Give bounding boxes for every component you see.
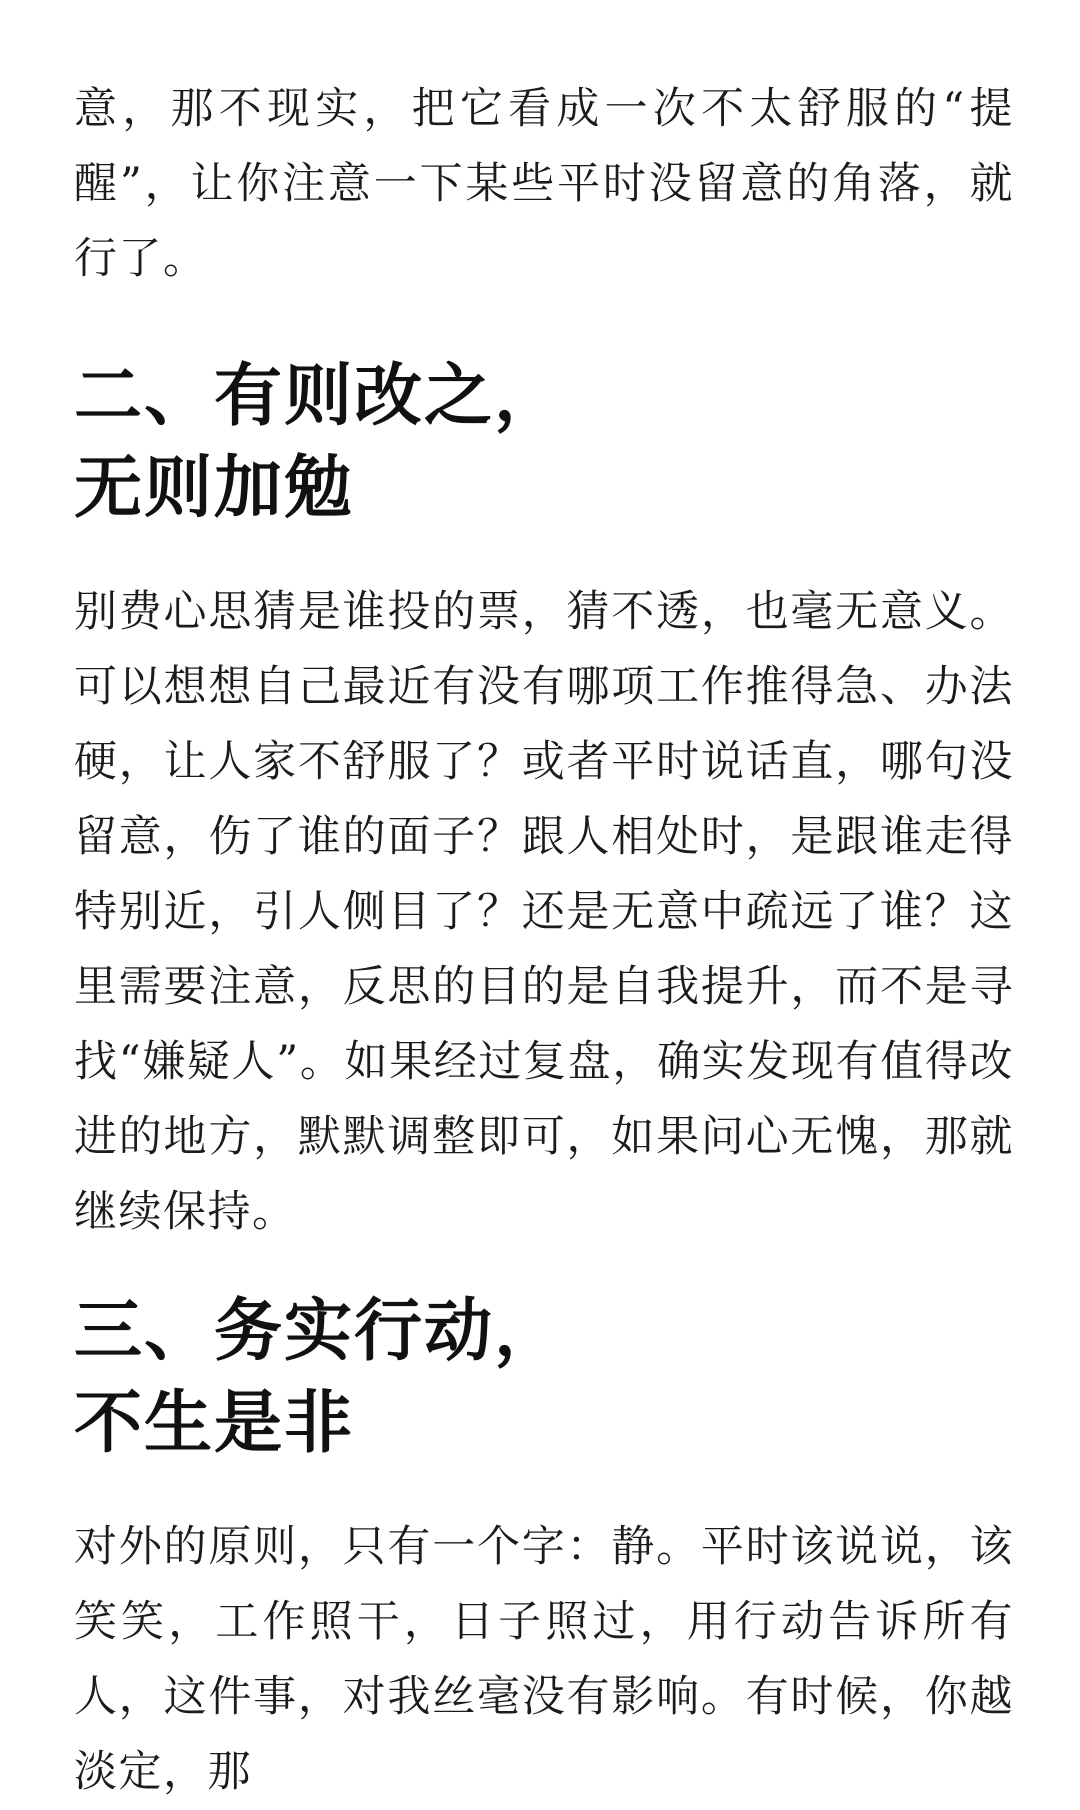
section-3-heading-line1: 三、务实行动，	[74, 1291, 565, 1371]
section-2-heading-line1: 二、有则改之，	[74, 356, 565, 436]
section-3-paragraph: 对外的原则，只有一个字：静。平时该说说，该笑笑，工作照干，日子照过，用行动告诉所有人，这件事，对我丝毫没有影响。有时候，你越淡定，那	[74, 1522, 1014, 1797]
intro-paragraph: 意，那不现实，把它看成一次不太舒服的“提醒”，让你注意一下某些平时没留意的角落，就行了。	[74, 84, 1014, 284]
section-3-heading	[74, 1285, 1014, 1469]
section-2-heading	[74, 350, 1014, 534]
section-3-heading-line2: 不生是非	[74, 1383, 355, 1463]
section-2-paragraph: 别费心思猜是谁投的票，猜不透，也毫无意义。可以想想自己最近有没有哪项工作推得急、办法硬，让人家不舒服了？或者平时说话直，哪句没留意，伤了谁的面子？跟人相处时，是跟谁走得特别近，引人侧目了？还是无意中疏远了谁？这里需要注意，反思的目的是自我提升，而不是寻找“嫌疑人”。如果经过复盘，确实发现有值得改进的地方，默默调整即可，如果问心无愧，那就继续保持。	[74, 587, 1014, 1237]
section-2-heading-line2: 无则加勉	[74, 448, 355, 528]
